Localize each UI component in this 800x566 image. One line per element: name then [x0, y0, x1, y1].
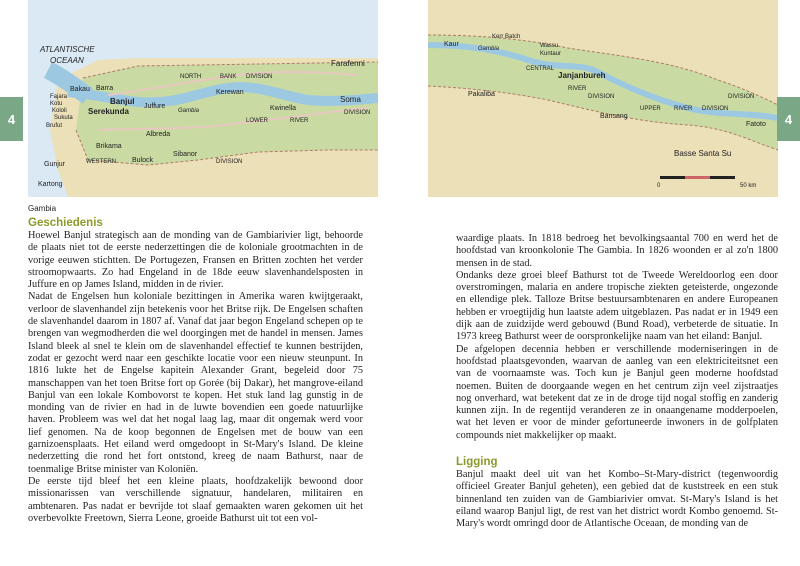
- paragraph: Nadat de Engelsen hun koloniale bezittingen in Amerika waren kwijtgeraakt, verloor de slavenhandel zijn betekenis voor het Britse rijk. De Engelsen schaften de slavenhandel daarom in 1807 af. Vanaf dat jaar begon Engeland schepen op te brengen van wegmodherden die wel doorgingen met de handel in mensen. James Island bleek al snel te klein om de slavenhandel effectief te kunnen bestrijden, zodat er gezocht werd naar een geschikte locatie voor een nieuw steunpunt. In 1816 lukte het de Engelse kapitein Alexander Grant, begeleid door 75 manschappen van het toen Britse fort op Gorée (bij Dakar), het mangrove-eiland Banjul van een lokale Kombovorst te kopen. Het stuk land lag gunstig in de monding van de rivier en had in de luwte bovendien een goede natuurlijke haven. Probleem was wel dat het nogal laag lag, maar dit ongemak werd voor lief genomen. Na de koop begonnen de Engelsen met de bouw van een garnizoensplaats. Het eiland werd omgedoopt in St-Mary's Island. De kleine nederzetting die rond het fort ontstond, kreeg de naam Bathurst, naar de toenmalige Britse minister van Koloniën.: [28, 291, 363, 475]
- chapter-tab-right: 4: [777, 97, 800, 141]
- town: Bansang: [600, 113, 628, 120]
- right-column: [456, 233, 778, 531]
- region-label: CENTRAL: [526, 66, 555, 72]
- region-label: DIVISION: [246, 74, 273, 80]
- town: Kwinella: [270, 105, 297, 112]
- town: Juffure: [144, 103, 166, 110]
- map-caption: Gambia: [28, 204, 57, 213]
- town: Sibanor: [173, 151, 198, 158]
- town: Bulock: [132, 157, 154, 164]
- town: Soma: [340, 95, 361, 104]
- region-label: UPPER: [640, 106, 661, 112]
- map-west-gambia: [28, 0, 378, 197]
- region-label: BANK: [220, 74, 237, 80]
- chapter-tab-left: 4: [0, 97, 23, 141]
- town: Kartong: [38, 181, 63, 188]
- ocean-label-2: OCEAAN: [50, 56, 84, 65]
- scale-end: 50 km: [740, 183, 757, 189]
- left-column: [28, 217, 363, 525]
- town: Serekunda: [88, 107, 129, 116]
- town: Kololi: [52, 108, 67, 114]
- ocean-label-1: ATLANTISCHE: [40, 45, 95, 54]
- town: Kerewan: [216, 89, 244, 96]
- town: Janjanbureh: [558, 71, 606, 80]
- town: Kaur: [444, 41, 459, 48]
- region-label: DIVISION: [216, 159, 243, 165]
- region-label: NORTH: [180, 74, 202, 80]
- town: Bakau: [70, 86, 90, 93]
- town: Pakaliba: [468, 91, 495, 98]
- paragraph: Ondanks deze groei bleef Bathurst tot de Tweede Wereldoorlog een door overstromingen, malaria en andere tropische ziekten geteisterde, ongezonde en ellendige plek. Talloze Britse bestuursambtenaren en andere Europeanen hebben er vroegtijdig hun laatste adem uitgeblazen. Pas nadat er in 1949 een dijk aan de zuidzijde werd gebouwd (Bund Road), verbeterde de situatie. In 1973 kreeg Bathurst weer de oorspronkelijke naam van het eiland: Banjul.: [456, 269, 778, 343]
- town: Banjul: [110, 97, 135, 106]
- region-label: DIVISION: [344, 110, 371, 116]
- scale-start: 0: [657, 183, 661, 189]
- town: Basse Santa Su: [674, 149, 732, 158]
- region-label: DIVISION: [728, 94, 755, 100]
- heading-history: Geschiedenis: [28, 217, 103, 229]
- river-label: Gambia: [478, 46, 500, 52]
- town: Wassu: [540, 43, 559, 49]
- town: Fatoto: [746, 121, 766, 128]
- paragraph: De eerste tijd bleef het een kleine plaats, hoofdzakelijk bewoond door missionarissen van verschillende signatuur, handelaren, militairen en ambtenaren. Pas nadat er bevrijde tot slaaf gemaakten waren gekomen uit het overbevolkte Freetown, Sierra Leone, groeide Bathurst uit tot een vol-: [28, 475, 363, 524]
- region-label: DIVISION: [588, 94, 615, 100]
- town: Fajara: [50, 94, 68, 100]
- town: Kerr Batch: [492, 34, 521, 40]
- region-label: DIVISION: [702, 106, 729, 112]
- town: Brufut: [46, 123, 63, 129]
- paragraph: De afgelopen decennia hebben er verschillende moderniseringen in de hoofdstad plaatsgevonden, waarvan de aanleg van een elektriciteitsnet een van de voornaamste was. Toch kun je Banjul geen moderne hoofdstad noemen. Buiten de doorgaande wegen en het centrum zijn veel zijstraatjes nog onverhard, wat betekent dat ze in de droge tijd nogal stoffig en zanderig kunnen zijn. In de regentijd veranderen ze in onaangename modderpoelen, wat het leven er voor de minder gefortuneerde inwoners in de golfplaten compounds niet makkelijker op maakt.: [456, 343, 778, 441]
- heading-location: Ligging: [456, 456, 498, 469]
- town: Farafenni: [331, 59, 365, 68]
- region-label: WESTERN: [86, 159, 116, 165]
- town: Sukuta: [54, 115, 73, 121]
- paragraph: Hoewel Banjul strategisch aan de monding van de Gambiarivier ligt, behoorde de plaats niet tot de eerste nederzettingen die de koloniale grootmachten in de vorige eeuwen stichtten. De Portugezen, Fransen en Britten zochten het verder stroomopwaarts. Zo had Engeland in de 18de eeuw slavenhandelsposten in Juffure en op James Island, midden in de rivier.: [28, 230, 363, 291]
- paragraph: waardige plaats. In 1818 bedroeg het bevolkingsaantal 700 en werd het de hoofdstad van kroonkolonie The Gambia. In 1826 woonden er al zo'n 1800 mensen in de stad.: [456, 233, 778, 269]
- map-east-gambia: [428, 0, 778, 197]
- town: Brikama: [96, 143, 122, 150]
- scale-bar: [660, 176, 685, 179]
- town: Gunjur: [44, 161, 66, 168]
- town: Albreda: [146, 131, 171, 138]
- town: Kotu: [50, 101, 63, 107]
- paragraph: Banjul maakt deel uit van het Kombo–St-Mary-district (tegenwoordig officieel Greater Banjul geheten), een gebied dat de kuststreek en een stuk binnenland ten zuiden van de Gambiarivier omvat. St-Mary's Island is het eiland waarop Banjul ligt, de rest van het district wordt Kombo genoemd. St-Mary's wordt omringd door de Atlantische Oceaan, de monding van de: [456, 469, 778, 530]
- river-label: Gambia: [178, 108, 200, 114]
- region-label: RIVER: [290, 118, 309, 124]
- region-label: LOWER: [246, 118, 269, 124]
- town: Barra: [96, 85, 114, 92]
- region-label: RIVER: [568, 86, 587, 92]
- region-label: RIVER: [674, 106, 693, 112]
- town: Kuntaur: [540, 51, 562, 57]
